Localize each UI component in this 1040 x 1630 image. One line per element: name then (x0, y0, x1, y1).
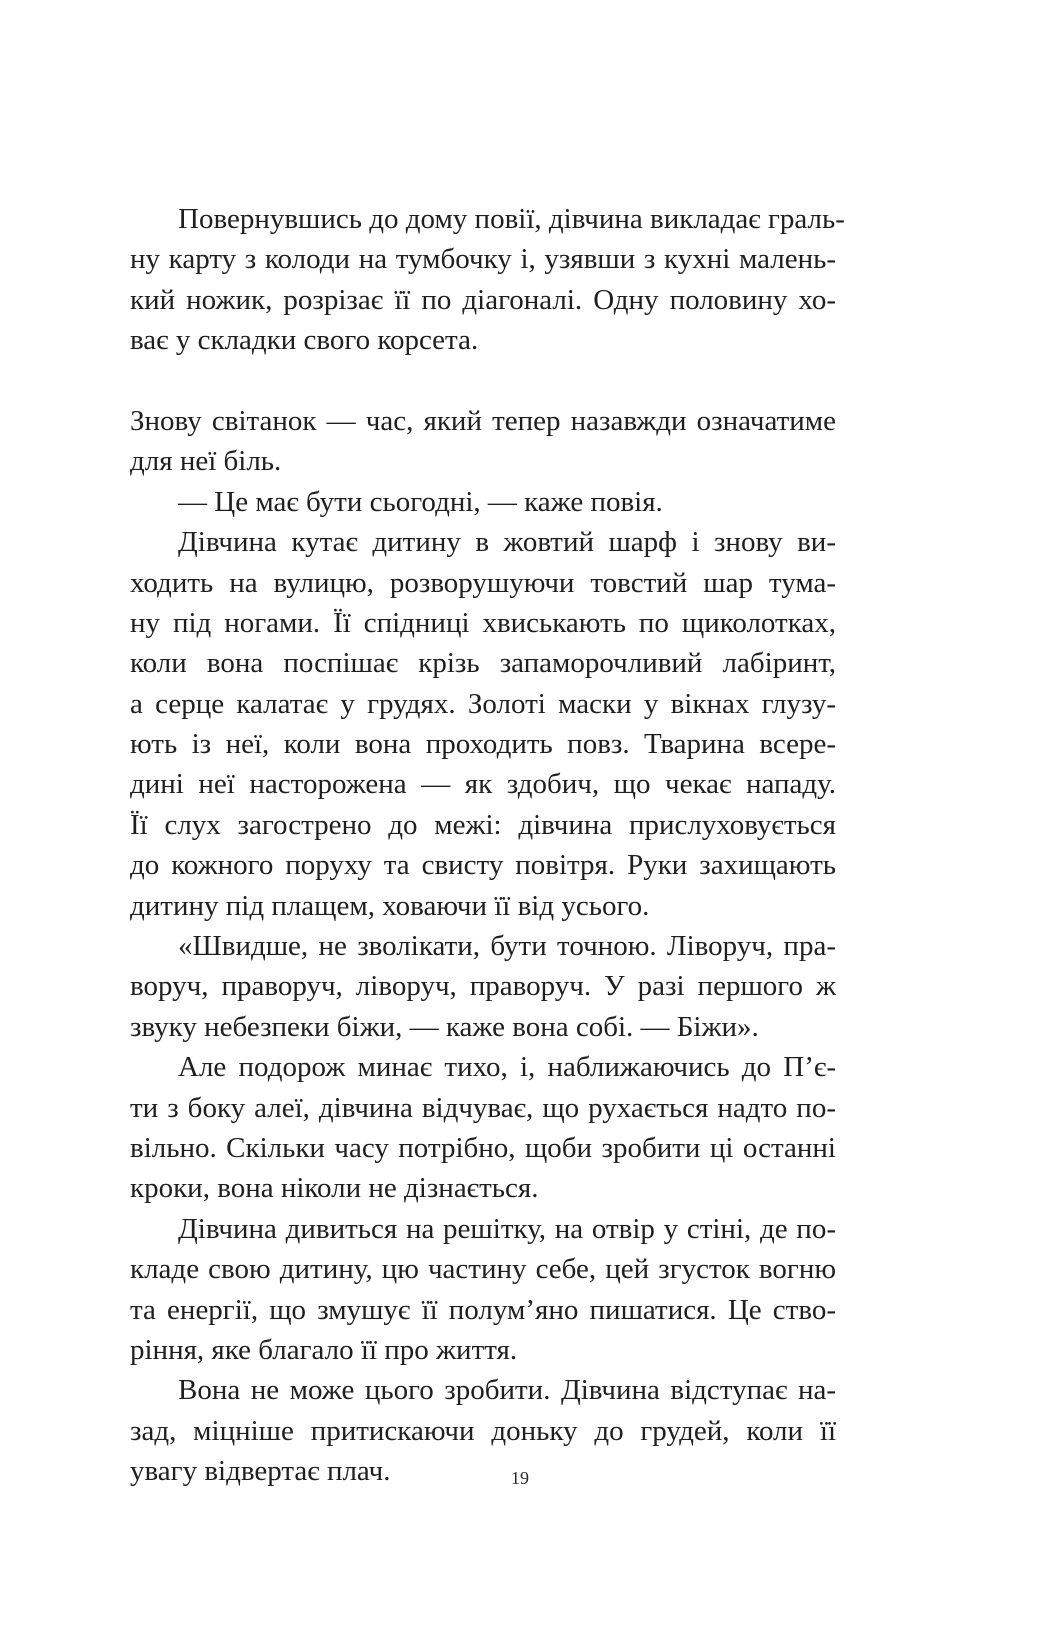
text-line: до кожного поруху та свисту повітря. Руки захищають (130, 849, 836, 882)
text-line: Дівчина кутає дитину в жовтий шарф і знову ви- (178, 526, 836, 559)
paragraph-2 (130, 401, 836, 482)
text-line: Знову світанок — час, який тепер назавжди означатиме (130, 404, 836, 437)
text-line: Дівчина дивиться на решітку, на отвір у стіні, де по- (178, 1212, 836, 1245)
text-line: ти з боку алеї, дівчина відчуває, що рухається надто по- (130, 1091, 836, 1124)
text-line: дитину під плащем, ховаючи її від усього. (130, 889, 650, 922)
text-line: зад, міцніше притискаючи доньку до грудей, коли її (130, 1414, 836, 1447)
text-line: ріння, яке благало її про життя. (130, 1333, 518, 1366)
text-line: «Швидше, не зволікати, бути точною. Ліворуч, пра- (178, 930, 836, 963)
text-line: воруч, праворуч, ліворуч, праворуч. У разі першого ж (130, 970, 836, 1003)
text-line: вільно. Скільки часу потрібно, щоби зробити ці останні (130, 1131, 836, 1164)
text-line: Вона не може цього зробити. Дівчина відступає на- (178, 1374, 836, 1407)
text-line: кий ножик, розрізає її по діагоналі. Одну половину хо- (130, 283, 836, 316)
text-line: ну під ногами. Її спідниці хвиськають по щиколотках, (130, 606, 836, 639)
paragraph-5-quote (130, 926, 836, 1047)
text-line: звуку небезпеки біжи, — каже вона собі. — Біжи». (130, 1010, 759, 1043)
text-line: Повернувшись до дому повії, дівчина викладає граль- (178, 203, 845, 235)
text-line: коли вона поспішає крізь запаморочливий лабіринт, (130, 647, 836, 680)
text-line: кладе свою дитину, цю частину себе, цей згусток вогню (130, 1253, 836, 1286)
text-line: кроки, вона ніколи не дізнається. (130, 1172, 539, 1205)
text-line: — Це має бути сьогодні, — каже повія. (178, 485, 663, 518)
book-page-text (130, 199, 845, 1492)
paragraph-6 (130, 1047, 836, 1209)
text-line: та енергії, що змушує її полум’яно пишатися. Це ство- (130, 1293, 836, 1326)
text-line: а серце калатає у грудях. Золоті маски у вікнах глузу- (130, 687, 836, 720)
text-line: ходить на вулицю, розворушуючи товстий шар тума- (130, 566, 836, 599)
text-line: увагу відвертає плач. (130, 1455, 391, 1488)
text-line: для неї біль. (130, 445, 282, 478)
text-line: Її слух загострено до межі: дівчина прислуховується (130, 808, 836, 841)
text-line: ють із неї, коли вона проходить повз. Тварина всере- (130, 728, 836, 761)
paragraph-7 (130, 1209, 836, 1371)
paragraph-1 (130, 199, 845, 361)
page-number: 19 (511, 1468, 529, 1488)
paragraph-4 (130, 522, 836, 926)
section-break (130, 361, 836, 401)
text-line: Але подорож минає тихо, і, наближаючись до П’є- (178, 1051, 836, 1084)
text-line: дині неї насторожена — як здобич, що чекає нападу. (130, 768, 836, 801)
text-line: ну карту з колоди на тумбочку і, узявши з кухні малень- (130, 243, 836, 276)
text-line: ває у складки свого корсета. (130, 324, 479, 357)
paragraph-3-dialogue (130, 482, 836, 522)
